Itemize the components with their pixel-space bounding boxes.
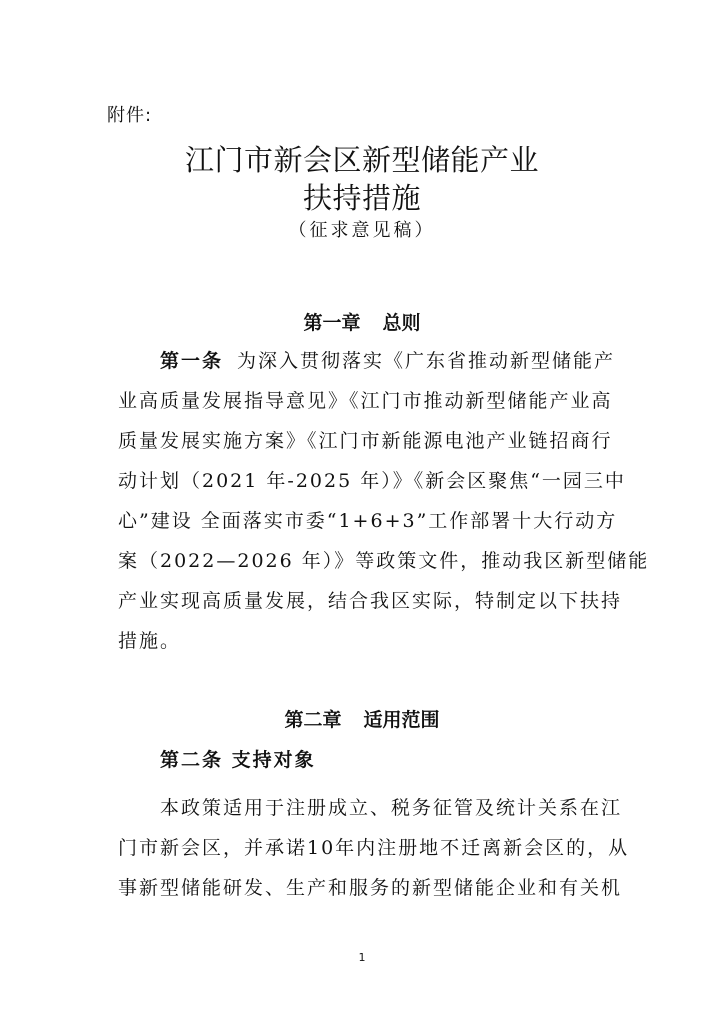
article-1-text-1: 为深入贯彻落实《广东省推动新型储能产 [237,350,616,372]
document-subtitle: （征求意见稿） [288,220,436,241]
article-1-line-1 [160,346,616,373]
chapter-2-heading [0,705,724,732]
article-1-line-3: 质量发展实施方案》《江门市新能源电池产业链招商行 [118,430,613,452]
article-2-line-2: 门市新会区，并承诺10年内注册地不迁离新会区的，从 [118,837,630,859]
chapter-1-heading [0,308,724,335]
attachment-label: 附件: [107,105,153,126]
chapter-1-number: 第一章 [303,312,361,334]
article-1-line-6: 案（2022—2026 年）》等政策文件，推动我区新型储能 [118,550,650,572]
article-2-heading: 第二条 支持对象 [160,749,316,771]
chapter-2-number: 第二章 [284,709,342,731]
document-title-line-1: 江门市新会区新型储能产业 [184,143,539,177]
article-1-line-7: 产业实现高质量发展，结合我区实际，特制定以下扶持 [118,590,623,612]
article-1-line-8: 措施。 [118,630,182,652]
chapter-1-name: 总则 [382,312,421,334]
chapter-2-name: 适用范围 [363,709,440,731]
page-number: 1 [358,951,366,964]
article-1-line-4: 动计划（2021 年-2025 年）》《新会区聚焦“一园三中 [118,470,626,492]
article-1-line-5: 心”建设 全面落实市委“1+6+3”工作部署十大行动方 [118,510,618,532]
article-1-label: 第一条 [160,350,224,372]
document-title-line-2: 扶持措施 [302,181,421,215]
article-2-line-1: 本政策适用于注册成立、税务征管及统计关系在江 [160,797,623,819]
article-1-line-2: 业高质量发展指导意见》《江门市推动新型储能产业高 [118,390,613,412]
article-2-line-3: 事新型储能研发、生产和服务的新型储能企业和有关机 [118,877,623,899]
